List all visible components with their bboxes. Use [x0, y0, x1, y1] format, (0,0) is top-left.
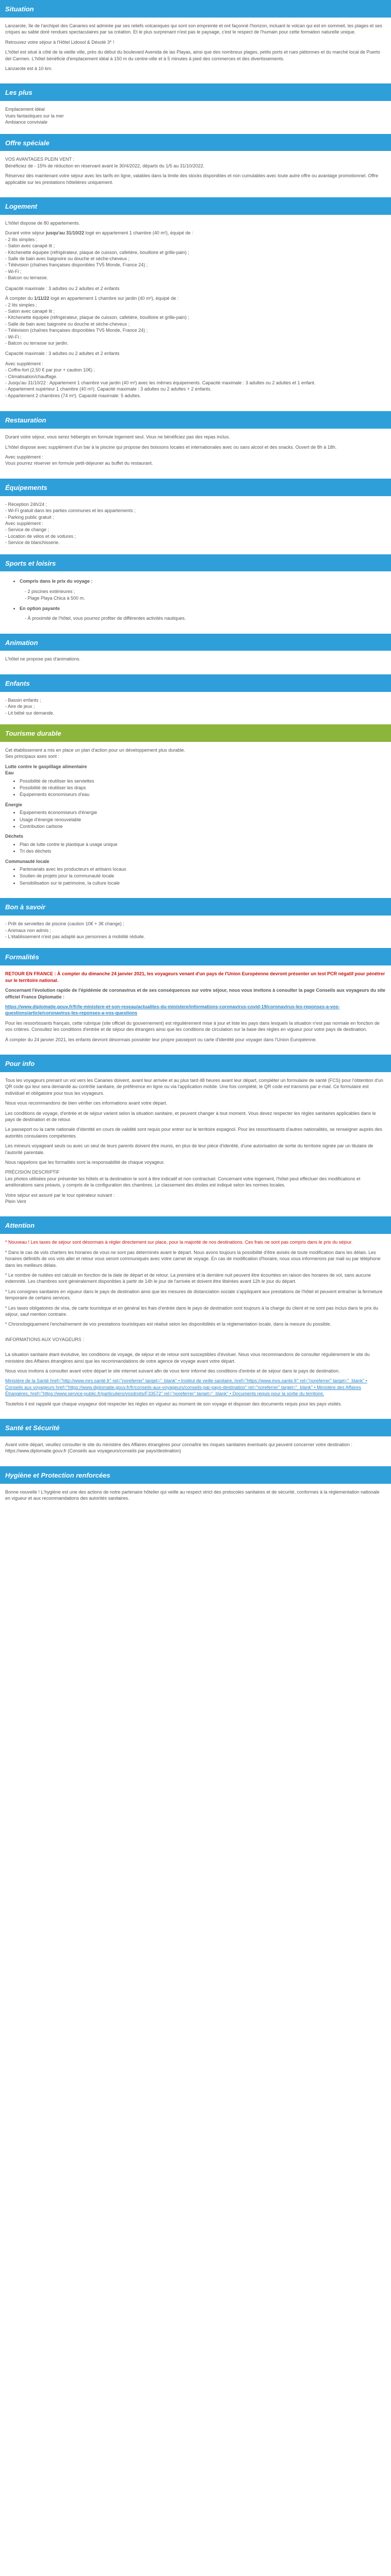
offer-conditions: Réservez dès maintenant votre séjour avec les tarifs en ligne, valables dans la limite des stocks disponibles et non cumulables avec toute autre offre ou avantage promotionnel. Offre applicable sur les prestations hôtelières uniquement. [5, 173, 379, 185]
tourisme-group-title: Communauté locale [5, 858, 50, 864]
situation-paragraph: Lanzarote est à 10 km. [5, 65, 53, 71]
tourisme-eau-list [5, 778, 386, 798]
room-heading-date: jusqu'au 31/10/22 [46, 230, 85, 236]
room-feature: - Balcon ou terrasse sur jardin. [5, 340, 69, 346]
tourisme-intro: Cet établissement a mis en place un plan d'action pour un développement plus durable. [5, 747, 185, 753]
section-title-animation: Animation [0, 634, 391, 651]
supplement-item: - Coffre-fort (2,50 € par jour + caution 10€) ; [5, 367, 95, 373]
spacer [5, 1331, 386, 1336]
list-item: • Tri des déchets [20, 848, 386, 854]
supplement-item: - Jusqu'au 31/10/22 : Appartement 1 chambre vue jardin (40 m²) avec les mêmes équipements. Capacité maximale : 3 adultes ou 2 adultes et 1 enfant. [5, 380, 316, 385]
kids-item: - Aire de jeux ; [5, 704, 35, 709]
tourisme-local-list [5, 866, 386, 886]
restauration-paragraph: Durant votre séjour, vous serez hébergés en formule logement seul. Vous ne bénéficiez pas des repas inclus. [5, 434, 230, 440]
info-paragraph: Les mineurs voyageant seuls ou avec un seul de leurs parents doivent être munis, en plus de leur pièce d'identité, d'une autorisation de sortie du territoire signée par un titulaire de l'autorité parentale. [5, 1143, 373, 1155]
formalites-paragraph: Pour les ressortissants français, cette rubrique (site officiel du gouvernement) est régulièrement mise à jour et liste les pays dans lesquels la situation n'est pas normale en fonction de vos critères. Consultez les conditions d'entrée et de séjour des étrangers ainsi que les conditions de circulation sur la base des règles en vigueur pour votre pays de destination. [5, 1020, 380, 1032]
section-hygiene [0, 1484, 391, 1514]
attention-paragraph: * Le nombre de nuitées est calculé en fonction de la date de départ et de retour. La première et la dernière nuit peuvent être écourtées en raison des horaires de vol, sans aucune indemnité. Les chambres sont généralement disponibles à partir de 14h le jour de l'arrivée et doivent être libérées avant 12h le jour du départ. [5, 1273, 371, 1284]
section-title-situation: Situation [0, 0, 391, 18]
taxes-notice: * Nouveau ! Les taxes de séjour sont désormais à régler directement sur place, pour la majorité de nos destinations. Ces frais ne sont pas compris dans le prix du séjour. [5, 1240, 353, 1245]
section-title-tourisme-durable: Tourisme durable [0, 724, 391, 742]
section-title-enfants: Enfants [0, 674, 391, 692]
supplement-item: - Appartement 2 chambres (74 m²). Capacité maximale: 5 adultes. [5, 393, 141, 398]
sports-optional-list [5, 605, 386, 612]
supplements [5, 361, 386, 399]
attention-paragraph: * Dans le cas de vols charters les horaires de vous ne sont pas déterminés avant le départ. Nous avons toujours la possibilité d'être avisés de toute modification dans les délais. Les horaires définitifs de vos vols aller et retour vous seront communiqués avec votre carnet de voyage. En cas de modification d'horaire, nous vous informerons par mail ou par téléphone dans les meilleurs délais. [5, 1249, 381, 1268]
section-tourisme-durable [0, 742, 391, 898]
offer-line: VOS AVANTAGES PLEIN VENT : [5, 157, 74, 162]
info-paragraph: Nous rappelons que les formalités sont la responsabilité de chaque voyageur. [5, 1160, 165, 1165]
section-formalites [0, 965, 391, 1055]
equipment-item: - Service de blanchisserie. [5, 540, 60, 546]
section-pour-info [0, 1072, 391, 1217]
list-item: - À proximité de l'hôtel, vous pourrez profiter de différentes activités nautiques. [25, 615, 386, 621]
tourisme-energie-list [5, 809, 386, 829]
section-title-bon-a-savoir: Bon à savoir [0, 898, 391, 916]
room-feature: - Balcon ou terrasse. [5, 275, 48, 281]
section-offre [0, 151, 391, 197]
tourisme-dechets-list [5, 841, 386, 855]
section-title-hygiene: Hygiène et Protection renforcées [0, 1466, 391, 1484]
restauration-paragraph: Avec supplément : [5, 454, 43, 460]
animation-text: L'hôtel ne propose pas d'animations. [5, 656, 81, 662]
list-item: • Possibilité de réutiliser les serviettes [20, 778, 386, 784]
room-feature: - 2 lits simples ; [5, 236, 38, 242]
room-heading [5, 295, 386, 301]
room-heading [5, 230, 386, 236]
room-capacity: Capacité maximale : 3 adultes ou 2 adultes et 2 enfants [5, 285, 120, 291]
attention-paragraph: * Les consignes sanitaires en vigueur dans le pays de destination ainsi que les mesures de distanciation sociale s'appliquent aux prestations de l'hôtel et peuvent entraîner la fermeture temporaire de certains services. [5, 1289, 383, 1301]
hygiene-text: Bonne nouvelle ! L'hygiène est une des actions de notre partenaire hôtelier qui veille au respect strict des protocoles sanitaires et de sécurité, conformes à la réglementation nationale en vigueur et aux recommandations des autorités sanitaires. [5, 1489, 380, 1501]
situation-paragraph: L'hôtel est situé à côté de la vieille ville, près du début du boulevard Avenida de las Playas, ainsi que des nombreux plages, petits ports et rues piétonnes et du marché local de Puerto del Carmen. L'hôtel bénéficie d'emplacement idéal à 150 m du centre-ville et à 5 minutes à pied des commerces et des divertissements. [5, 49, 381, 61]
section-restauration [0, 429, 391, 479]
equipment-item: Avec supplément : [5, 520, 43, 526]
section-title-sports: Sports et loisirs [0, 554, 391, 572]
info-item: - L'établissement n'est pas adapté aux personnes à mobilité réduite. [5, 934, 145, 939]
section-title-sante: Santé et Sécurité [0, 1419, 391, 1436]
restauration-paragraph: Vous pourrez réserver en formule petit-déjeuner au buffet du restaurant. [5, 461, 153, 466]
tourisme-group-title: Lutte contre le gaspillage alimentaire [5, 764, 87, 769]
list-item: • Partenariats avec les producteurs et artisans locaux [20, 866, 386, 872]
covid-return-warning: RETOUR EN FRANCE : À compter du dimanche 24 janvier 2021, les voyageurs venant d'un pays de l'Union Européenne devront présenter un test PCR négatif pour pénétrer sur le territoire national. [5, 971, 385, 983]
section-animation [0, 651, 391, 674]
equipment-item: - Wi-Fi gratuit dans les parties communes et les appartements ; [5, 508, 136, 514]
section-situation [0, 18, 391, 83]
info-item: - Prêt de serviettes de piscine (caution 10€ + 3€ change) ; [5, 921, 124, 927]
highlight-item: Vues fantastiques sur la mer [5, 113, 64, 118]
room-block-studio [5, 230, 386, 281]
equipment-item: - Parking public gratuit ; [5, 514, 54, 520]
room-feature: - Salon avec canapé lit ; [5, 308, 55, 314]
room-feature: - 2 lits simples ; [5, 302, 38, 308]
covid-advice: Concernant l'évolution rapide de l'épidémie de coronavirus et de ses conséquences sur votre séjour, nous vous invitons à consulter la page Conseils aux voyageurs du site officiel France Diplomatie : [5, 988, 385, 999]
situation-paragraph: Lanzarote, île de l'archipel des Canaries est admirée par ses reliefs volcaniques qui sont son empreinte et ont façonné l'horizon, incluant le volcan qui est en sommeil, les plages et ses criques au sable doré rendues spectaculaires par sa création. Et le plus surprenant n'est pas le paysage, c'est le respect de l'humain pour cette formation naturelle unique. [5, 23, 382, 35]
room-feature: - Wi-Fi ; [5, 268, 22, 274]
travellers-links[interactable]: Ministère de la Santé href="http://www.mrs.santé.fr" rel="noreferrer" target="_blank" • Institut de veille sanitaire, href="https://www.invs.sante.fr" rel="noreferrer" target="_blank" • Conseils aux voyageurs href="https://www.diplomatie.gouv.fr/fr/conseils-aux-voyageurs/conseils-par-pays-destination" rel="noreferrer" target="_blank" • Ministère des Affaires Étrangères, href="https://www.service-public.fr/particuliers/vosdroits/F33572" rel="noreferrer" target="_blank" • Documents requis pour la sortie du territoire. [5, 1378, 367, 1397]
list-item: • Usage d'énergie renouvelable [20, 817, 386, 823]
list-item: • Possibilité de réutiliser les draps [20, 785, 386, 791]
logement-intro: L'hôtel dispose de 80 appartements. [5, 221, 80, 226]
info-paragraph: Votre séjour est assuré par le tour opérateur suivant : [5, 1192, 115, 1198]
equipment-item: - Réception 24h/24 ; [5, 501, 47, 507]
highlight-item: Emplacement idéal [5, 107, 45, 112]
room-feature: - Télévision (chaînes françaises disponibles TV5 Monde, France 24) ; [5, 262, 148, 268]
section-title-formalites: Formalités [0, 948, 391, 965]
sante-text: Avant votre départ, veuillez consulter le site du ministère des Affaires étrangères pour connaître les risques sanitaires éventuels qui peuvent concerner votre destination : https://www.diplomatie.gouv.fr (Conseils aux voyageurs/conseils par pays/destination) [5, 1442, 353, 1454]
section-sports [0, 571, 391, 633]
room-feature: - Salle de bain avec baignoire ou douche et sèche-cheveux ; [5, 321, 130, 327]
supplements-title: Avec supplément : [5, 361, 43, 366]
equipment-item: - Location de vélos et de voitures ; [5, 533, 76, 539]
list-item: - 2 piscines extérieures ; [25, 588, 386, 595]
section-attention [0, 1234, 391, 1419]
list-item: • Équipements économiseurs d'eau [20, 791, 386, 798]
info-paragraph: Tous les voyageurs prenant un vol vers les Canaries doivent, avant leur arrivée et au plus tard 48 heures avant leur départ, compléter un formulaire de santé (FCS) pour l'obtention d'un QR code qui leur sera demandé au contrôle sanitaire, de préférence en ligne ou via l'application mobile. Une fois complété, le QR code est transmis par e-mail. Ce formulaire est individuel et obligatoire pour tous les voyageurs. [5, 1077, 383, 1096]
list-item: • Soutien de projets pour la communauté locale [20, 873, 386, 879]
info-item: - Animaux non admis ; [5, 927, 52, 933]
section-title-les-plus: Les plus [0, 83, 391, 101]
travellers-paragraph: La situation sanitaire étant évolutive, les conditions de voyage, de séjour et de retour sont susceptibles d'évoluer. Nous vous recommandons de consulter régulièrement le site du ministère des Affaires étrangères ainsi que les recommandations de votre agence de voyage avant votre départ. [5, 1352, 370, 1364]
list-item: • Contribution carbone [20, 823, 386, 829]
equipment-item: - Service de change ; [5, 527, 50, 533]
tour-operator-name: Plein Vent [5, 1199, 26, 1205]
section-equipements [0, 496, 391, 554]
room-feature: - Kitchenette équipée (réfrigérateur, plaque de cuisson, cafetière, bouilloire et grille-pain) ; [5, 315, 189, 320]
section-logement [0, 215, 391, 411]
room-heading-text: À compter du [5, 296, 35, 301]
info-paragraph: Les conditions de voyage, d'entrée et de séjour varient selon la situation sanitaire, et peuvent changer à tout moment. Vous devez respecter les règles sanitaires applicables dans le pays de destination et de retour. [5, 1110, 376, 1122]
diplomatie-link[interactable]: https://www.diplomatie.gouv.fr/fr/le-ministere-et-son-reseau/actualites-du-ministere/informations-coronavirus-covid-19/coronavirus-les-reponses-a-vos-questions/article/coronavirus-les-reponses-a-vos-questions [5, 1004, 340, 1016]
section-sante [0, 1436, 391, 1466]
highlight-item: Ambiance conviviale [5, 120, 48, 125]
travellers-info-title: INFORMATIONS AUX VOYAGEURS : [5, 1336, 84, 1342]
sports-included-list [5, 578, 386, 584]
list-item: • Équipements économiseurs d'énergie [20, 809, 386, 816]
list-item: • Sensibilisation sur le patrimoine, la culture locale [20, 880, 386, 886]
tourisme-group-title: Déchets [5, 834, 24, 839]
tourisme-group-title: Eau [5, 770, 14, 776]
info-paragraph: Nous vous recommandons de bien vérifier ces informations avant votre départ. [5, 1100, 168, 1106]
sports-included-items [5, 588, 386, 602]
tourisme-intro: Ses principaux axes sont : [5, 754, 60, 759]
section-enfants [0, 692, 391, 724]
section-title-offre: Offre spéciale [0, 134, 391, 151]
room-feature: - Wi-Fi ; [5, 334, 22, 340]
section-title-equipements: Équipements [0, 479, 391, 496]
situation-paragraph: Retrouvez votre séjour à l'Hôtel Lidosol & Désolé 3* ! [5, 39, 115, 45]
room-feature: - Salon avec canapé lit ; [5, 243, 55, 249]
section-title-restauration: Restauration [0, 411, 391, 429]
room-feature: - Télévision (chaînes françaises disponibles TV5 Monde, France 24) ; [5, 328, 148, 333]
tourisme-group-title: Énergie [5, 802, 23, 807]
spacer [5, 1346, 386, 1351]
formalites-paragraph: À compter du 24 janvier 2021, les enfants devront désormais posséder leur propre passeport ou carte d'identité pour voyager dans l'Union Européenne. [5, 1037, 317, 1042]
section-les-plus [0, 101, 391, 133]
section-bon-a-savoir [0, 916, 391, 948]
offer-line: Bénéficiez de - 15% de réduction en réservant avant le 30/4/2022, départs du 1/5 au 31/10/2022. [5, 163, 205, 168]
travellers-paragraph: Toutefois il est rappelé que chaque voyageur doit respecter les règles en vigueur au moment de son voyage et disposer des documents requis pour les pays visités. [5, 1401, 342, 1406]
attention-paragraph: * Les taxes obligatoires de visa, de carte touristique et en général les frais d'entrée dans le pays de destination sont toujours à la charge du client et ne sont pas inclus dans le prix du séjour, sauf mention contraire. [5, 1305, 379, 1317]
room-heading-date: 1/11/22 [34, 296, 50, 301]
section-title-logement: Logement [0, 197, 391, 215]
info-paragraph: Le passeport ou la carte nationale d'identité en cours de validité sont requis pour entrer sur le territoire espagnol. Pour les ressortissants d'autres nationalités, se renseigner auprès des autorités consulaires compétentes. [5, 1127, 382, 1139]
supplement-item: - Climatisation/chauffage. [5, 374, 58, 379]
room-heading-text: logé en appartement 1 chambre (40 m²), équipé de : [84, 230, 193, 236]
room-capacity: Capacité maximale : 3 adultes ou 2 adultes et 2 enfants [5, 351, 120, 357]
restauration-paragraph: L'hôtel dispose avec supplément d'un bar à la piscine qui propose des boissons locales et internationales avec ou sans alcool et des snacks. Ouvert de 8h à 18h. [5, 444, 337, 450]
list-item: - Plage Playa Chica à 500 m. [25, 595, 386, 601]
list-item: • Plan de lutte contre le plastique à usage unique [20, 841, 386, 848]
room-heading-text: logé en appartement 1 chambre sur jardin (40 m²), équipé de : [49, 296, 179, 301]
info-paragraph: Les photos utilisées pour présenter les hôtels et la destination le sont à titre indicatif et non contractuel. Concernant votre logement, l'hôtel peut effectuer des modifications et améliorations sans préavis, y compris de la configuration des chambres. Le classement des étoiles est indiqué selon les normes locales. [5, 1176, 361, 1188]
attention-paragraph: * Chronologiquement l'enchaînement de vos prestations touristiques est réalisé selon les disponibilités et la réglementation locale, dans la mesure du possible. [5, 1321, 332, 1327]
info-subtitle: PRÉCISION DESCRIPTIF [5, 1170, 60, 1175]
section-title-attention: Attention [0, 1216, 391, 1234]
room-block-appartement [5, 295, 386, 346]
kids-item: - Lit bébé sur demande. [5, 710, 55, 716]
room-heading-text: Durant votre séjour [5, 230, 46, 236]
section-title-pour-info: Pour info [0, 1055, 391, 1072]
list-item: • Compris dans le prix du voyage : [20, 578, 386, 584]
sports-optional-items [5, 615, 386, 621]
room-feature: - Salle de bain avec baignoire ou douche et sèche-cheveux ; [5, 256, 130, 262]
list-item: • En option payante [20, 605, 386, 612]
room-feature: - Kitchenette équipée (réfrigérateur, plaque de cuisson, cafetière, bouilloire et grille-pain) ; [5, 249, 189, 255]
supplement-item: - Appartement supérieur 1 chambre (40 m²). Capacité maximale : 3 adultes ou 2 adultes + 2 enfants. [5, 386, 211, 392]
travellers-paragraph: Nous vous invitons à consulter avant votre départ le site internet suivant afin de vous tenir informé des conditions d'entrée et de séjour dans le pays de destination. [5, 1368, 340, 1374]
kids-item: - Bassin enfants ; [5, 697, 41, 703]
